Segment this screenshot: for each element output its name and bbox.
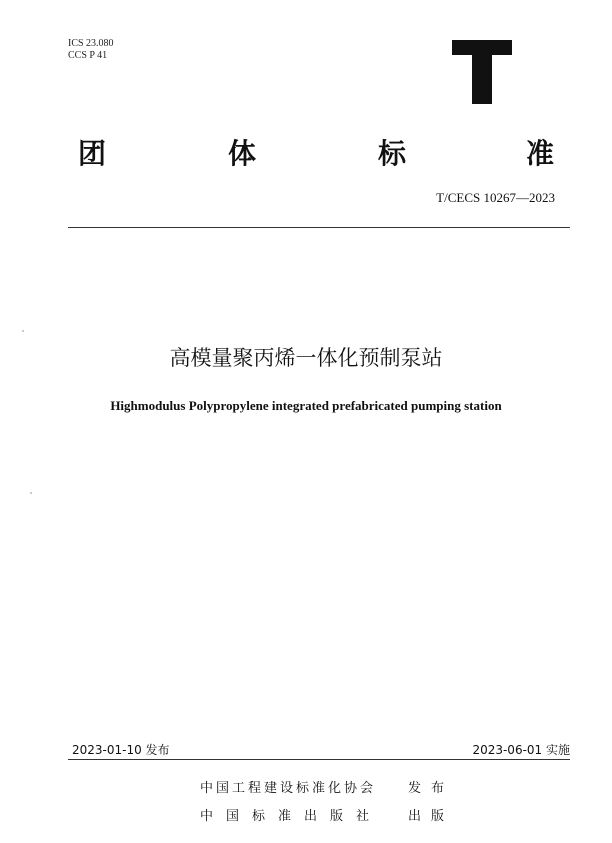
standard-number: T/CECS 10267—2023 [436, 190, 555, 205]
heading-char-1: 团 [78, 137, 107, 170]
header-divider [68, 227, 570, 228]
ccs-code: CCS P 41 [68, 50, 108, 61]
standard-type-heading [78, 132, 558, 170]
scan-speck [30, 492, 32, 494]
publisher-action: 出版 [408, 809, 455, 824]
issuer-org: 中国工程建设标准化协会 [200, 781, 377, 796]
issue-date: 2023-01-10 发布 [72, 743, 170, 757]
scan-speck [22, 330, 24, 332]
title-chinese: 高模量聚丙烯一体化预制泵站 [169, 346, 443, 370]
ics-code: ICS 23.080 [68, 38, 114, 49]
heading-char-3: 标 [378, 137, 407, 170]
classification-codes [68, 38, 114, 62]
heading-char-4: 准 [526, 137, 555, 170]
publisher-org: 中国标准出版社 [200, 809, 383, 824]
footer-divider [68, 759, 570, 760]
issuer-action: 发布 [408, 781, 455, 796]
implementation-date: 2023-06-01 实施 [472, 743, 570, 757]
title-english: Highmodulus Polypropylene integrated prefabricated pumping station [110, 398, 502, 413]
heading-char-2: 体 [228, 137, 257, 170]
standard-category-logo [452, 40, 512, 104]
